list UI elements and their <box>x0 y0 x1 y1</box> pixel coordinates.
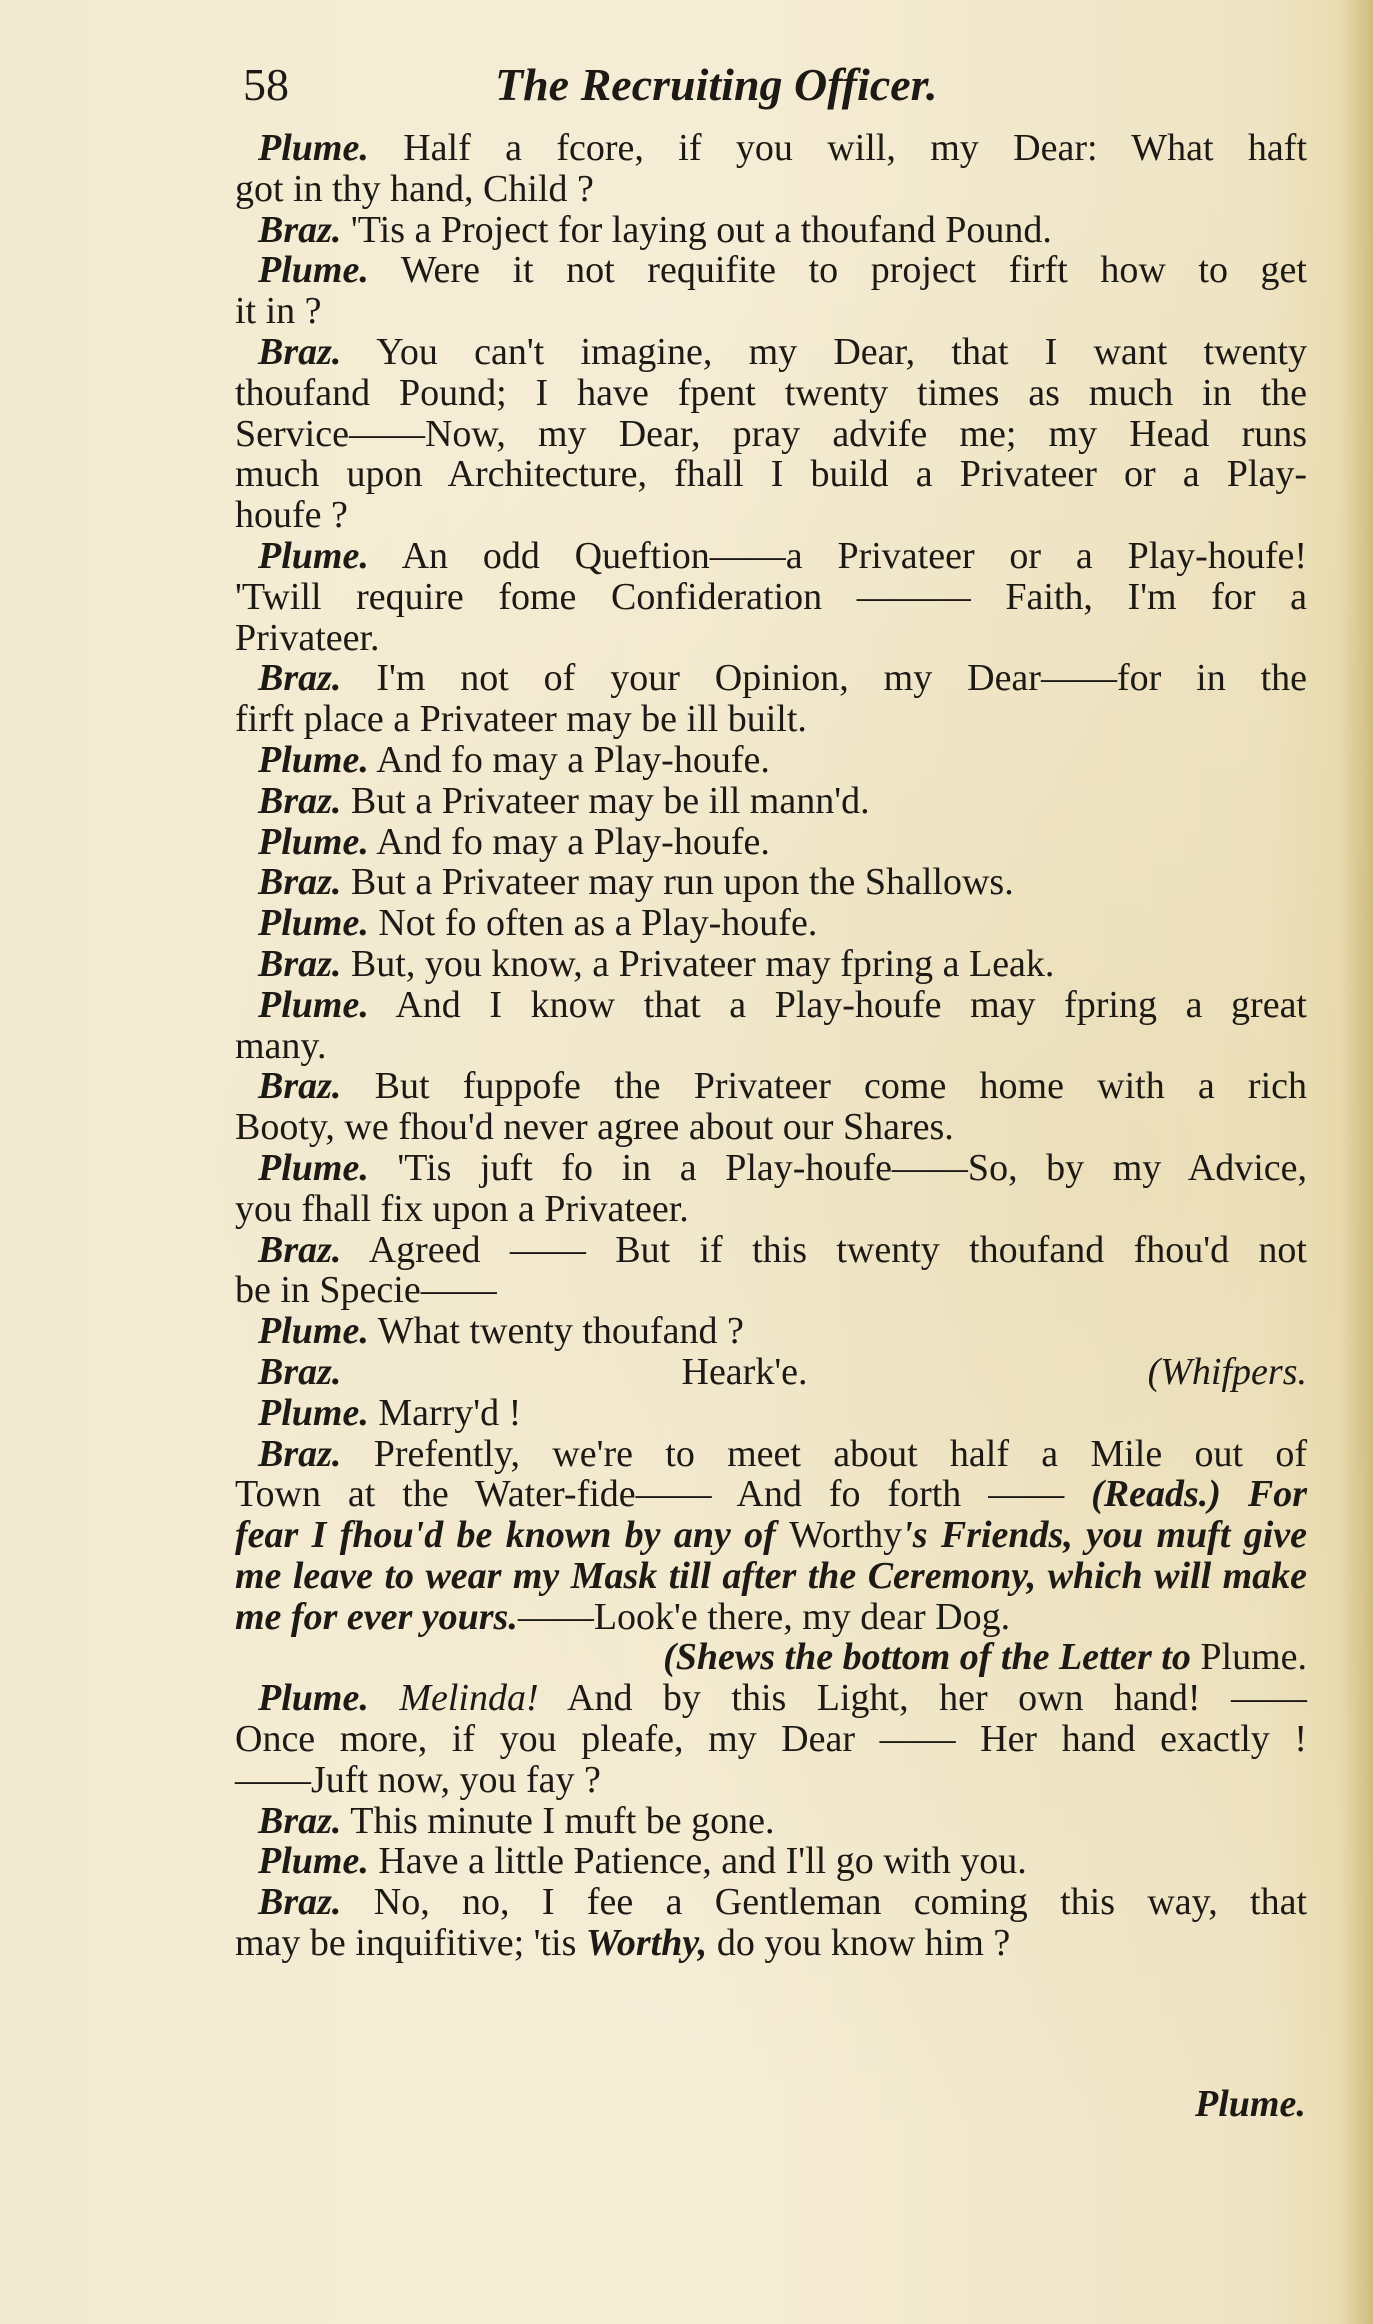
line-text: Marry'd ! <box>378 1391 522 1434</box>
speaker-name: Braz. <box>258 779 342 822</box>
text-line <box>235 1882 1307 1923</box>
line-text: Once more, if you pleafe, my Dear —— Her hand exactly ! <box>235 1718 1307 1761</box>
speaker-name: Plume. <box>258 1146 369 1189</box>
speaker-name: Braz. <box>258 1881 342 1924</box>
line-text: An odd Queftion——a Privateer or a Play-houfe! <box>401 534 1307 577</box>
text-line <box>235 1719 1307 1760</box>
speaker-name: Plume. <box>258 820 369 863</box>
speaker-name: Plume. <box>258 738 369 781</box>
speaker-name: Braz. <box>258 1432 342 1475</box>
text-line <box>235 903 1307 944</box>
line-text: 'Twill require fome Confideration ——— Faith, I'm for a <box>235 575 1307 618</box>
line-text: be in Specie—— <box>235 1269 497 1312</box>
text-line <box>235 1311 1307 1352</box>
speaker-name: Plume. <box>258 1310 369 1353</box>
text-line <box>235 699 1307 740</box>
text-line <box>235 1801 1307 1842</box>
speaker-name: Braz. <box>258 1065 342 1108</box>
dialogue-text <box>235 128 1307 1964</box>
text-line <box>235 740 1307 781</box>
line-text: Were it not requifite to project firft how to get <box>400 249 1307 292</box>
text-line <box>235 1678 1307 1719</box>
speaker-name: Plume. <box>258 983 369 1026</box>
line-text: Town at the Water-fide—— And fo forth —— <box>235 1473 1092 1516</box>
text-line <box>235 495 1307 536</box>
text-line <box>235 169 1307 210</box>
line-text: ——Look'e there, my dear Dog. <box>517 1595 1011 1638</box>
italic-text: me for ever yours. <box>235 1595 518 1638</box>
text-line <box>235 250 1307 291</box>
line-text: Booty, we fhou'd never agree about our Shares. <box>235 1106 954 1149</box>
line-text: 'Tis juft fo in a Play-houfe——So, by my Advice, <box>397 1146 1307 1189</box>
line-text: Have a little Patience, and I'll go with you. <box>378 1840 1027 1883</box>
line-text: may be inquifitive; 'tis <box>235 1922 586 1965</box>
text-line <box>235 373 1307 414</box>
text-line <box>235 577 1307 618</box>
line-text: Agreed —— But if this twenty thoufand fhou'd not <box>368 1228 1307 1271</box>
line-text: I'm not of your Opinion, my Dear——for in the <box>376 657 1307 700</box>
speaker-name: Braz. <box>258 208 342 251</box>
catchword: Plume. <box>1195 2083 1306 2125</box>
italic-text: fear I fhou'd be known by any of <box>235 1514 790 1557</box>
line-text: Prefently, we're to meet about half a Mile out of <box>373 1432 1307 1475</box>
line-text: ——Juft now, you fay ? <box>235 1758 601 1801</box>
text-line <box>235 332 1307 373</box>
line-text: But fuppofe the Privateer come home with a rich <box>374 1065 1308 1108</box>
line-text: it in ? <box>235 290 322 333</box>
text-line <box>235 1474 1307 1515</box>
speaker-name: Plume. <box>258 1391 369 1434</box>
text-line <box>235 1637 1307 1678</box>
line-text: What twenty thoufand ? <box>377 1310 744 1353</box>
line-text: But a Privateer may be ill mann'd. <box>350 779 870 822</box>
text-line <box>235 1760 1307 1801</box>
line-text: Worthy <box>789 1514 903 1557</box>
text-line <box>235 291 1307 332</box>
line-text: Half a fcore, if you will, my Dear: What haft <box>403 127 1308 169</box>
page-number: 58 <box>243 59 289 110</box>
line-text: And I know that a Play-houfe may fpring a great <box>395 983 1307 1026</box>
page-edge-shadow <box>1339 0 1373 2324</box>
line-text: Service——Now, my Dear, pray advife me; my Head runs <box>235 412 1307 455</box>
speaker-name: Braz. <box>258 1228 342 1271</box>
text-line <box>235 862 1307 903</box>
text-line <box>235 944 1307 985</box>
text-line <box>235 1230 1307 1271</box>
speaker-name: Plume. <box>258 127 369 169</box>
line-text: But a Privateer may run upon the Shallows. <box>350 861 1014 904</box>
text-line <box>235 985 1307 1026</box>
text-line <box>235 1352 1307 1393</box>
line-text: houfe ? <box>235 494 348 537</box>
text-line <box>235 822 1307 863</box>
speaker-name: Plume. <box>258 534 369 577</box>
line-text: And fo may a Play-houfe. <box>376 820 770 863</box>
line-text: Privateer. <box>235 616 380 659</box>
text-line <box>235 1393 1307 1434</box>
speaker-name: Plume. <box>258 249 369 292</box>
italic-text: (Reads.) For <box>1091 1473 1307 1516</box>
line-text: But, you know, a Privateer may fpring a Leak. <box>350 942 1055 985</box>
line-text: thoufand Pound; I have fpent twenty times as much in the <box>235 371 1307 414</box>
text-line <box>235 1597 1307 1638</box>
text-line <box>235 128 1307 169</box>
stage-direction: (Whifpers. <box>1147 1350 1307 1393</box>
text-line <box>235 1066 1307 1107</box>
line-text: many. <box>235 1024 327 1067</box>
line-text: Not fo often as a Play-houfe. <box>378 902 818 945</box>
text-line <box>235 1270 1307 1311</box>
line-text: This minute I muft be gone. <box>350 1799 775 1842</box>
speaker-name: Plume. <box>258 1677 369 1720</box>
italic-text: 's Friends, you muft give <box>902 1514 1307 1557</box>
text-line <box>235 536 1307 577</box>
line-text: Heark'e. <box>681 1350 808 1393</box>
speaker-name: Braz. <box>258 330 342 373</box>
italic-text: Worthy, <box>585 1922 708 1965</box>
text-line <box>235 658 1307 699</box>
text-line <box>235 1923 1307 1964</box>
speaker-name: Braz. <box>258 1350 342 1393</box>
stage-direction: (Shews the bottom of the Letter to <box>663 1636 1201 1679</box>
text-line <box>235 1148 1307 1189</box>
speaker-name: Braz. <box>258 657 342 700</box>
text-line <box>235 1026 1307 1067</box>
running-title: The Recruiting Officer. <box>495 59 938 110</box>
speaker-name: Plume. <box>258 1840 369 1883</box>
line-text: 'Tis a Project for laying out a thoufand Pound. <box>350 208 1052 251</box>
text-line <box>235 1515 1307 1556</box>
text-line <box>235 1434 1307 1475</box>
text-line <box>235 454 1307 495</box>
text-line <box>235 1556 1307 1597</box>
line-text: firft place a Privateer may be ill built. <box>235 698 807 741</box>
line-text: And by this Light, her own hand! —— <box>567 1677 1308 1720</box>
line-text: much upon Architecture, fhall I build a Privateer or a Play- <box>235 453 1307 496</box>
page-header <box>235 58 1315 128</box>
text-line <box>235 414 1307 455</box>
text-line <box>235 210 1307 251</box>
line-text: got in thy hand, Child ? <box>235 167 594 210</box>
speaker-name: Plume. <box>258 902 369 945</box>
speaker-name: Braz. <box>258 861 342 904</box>
line-text: And fo may a Play-houfe. <box>376 738 770 781</box>
italic-text: Melinda! <box>399 1677 539 1720</box>
speaker-name: Braz. <box>258 1799 342 1842</box>
line-text: you fhall fix upon a Privateer. <box>235 1187 689 1230</box>
line-text: Plume. <box>1200 1636 1307 1679</box>
text-line <box>235 1841 1307 1882</box>
text-line <box>235 781 1307 822</box>
speaker-name: Braz. <box>258 942 342 985</box>
text-line <box>235 1189 1307 1230</box>
italic-text: me leave to wear my Mask till after the Ceremony, which will make <box>235 1554 1307 1597</box>
line-text: You can't imagine, my Dear, that I want twenty <box>376 330 1307 373</box>
line-text: No, no, I fee a Gentleman coming this way, that <box>373 1881 1308 1924</box>
text-line <box>235 618 1307 659</box>
text-line <box>235 1107 1307 1148</box>
line-text: do you know him ? <box>707 1922 1011 1965</box>
